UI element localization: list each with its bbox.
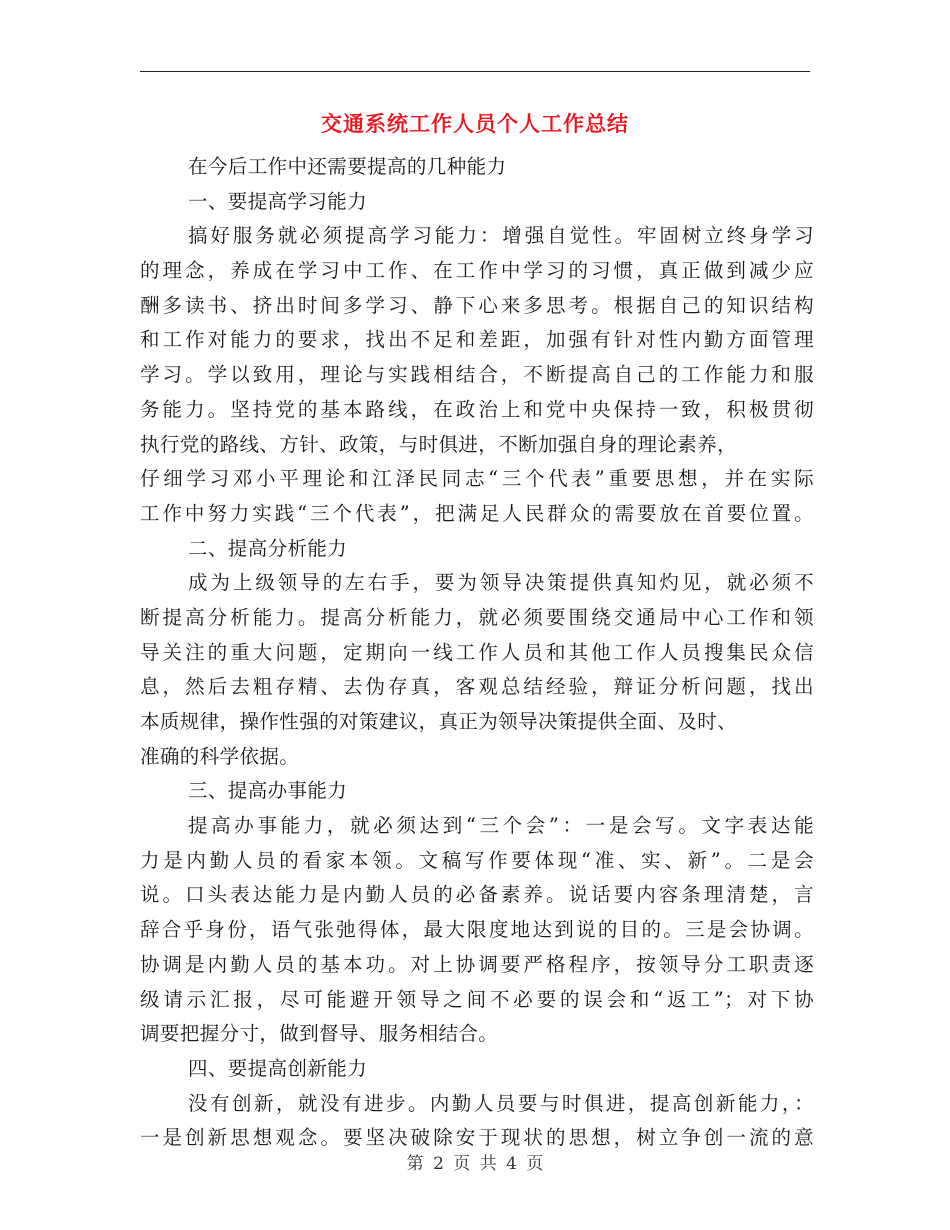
header-rule xyxy=(140,71,810,72)
document-body xyxy=(140,150,814,1156)
text-line: 调要把握分寸，做到督导、服务相结合。 xyxy=(140,1022,499,1046)
text-line: 提高办事能力，就必须达到“三个会”：一是会写。文字表达能 xyxy=(188,814,814,838)
text-line: 息，然后去粗存精、去伪存真，客观总结经验，辩证分析问题，找出 xyxy=(140,675,814,699)
text-line: 准确的科学依据。 xyxy=(140,744,300,768)
page-footer: 第 2 页 共 4 页 xyxy=(406,1154,544,1174)
text-line: 断提高分析能力。提高分析能力，就必须要围绕交通局中心工作和领 xyxy=(140,605,814,629)
text-line: 一是创新思想观念。要坚决破除安于现状的思想，树立争创一流的意 xyxy=(140,1126,814,1150)
text-line: 搞好服务就必须提高学习能力：增强自觉性。牢固树立终身学习 xyxy=(188,224,814,248)
text-line: 辞合乎身份，语气张弛得体，最大限度地达到说的目的。三是会协调。 xyxy=(140,918,814,942)
text-line: 执行党的路线、方针、政策，与时俱进，不断加强自身的理论素养， xyxy=(140,432,738,456)
text-line: 工作中努力实践“三个代表”，把满足人民群众的需要放在首要位置。 xyxy=(140,501,814,525)
text-line: 的理念，养成在学习中工作、在工作中学习的习惯，真正做到减少应 xyxy=(140,259,814,283)
text-line: 导关注的重大问题，定期向一线工作人员和其他工作人员搜集民众信 xyxy=(140,640,814,664)
text-line: 在今后工作中还需要提高的几种能力 xyxy=(188,155,507,178)
text-line: 级请示汇报，尽可能避开领导之间不必要的误会和“返工”；对下协 xyxy=(140,987,814,1011)
text-line: 协调是内勤人员的基本功。对上协调要严格程序，按领导分工职责逐 xyxy=(140,952,814,976)
text-line: 务能力。坚持党的基本路线，在政治上和党中央保持一致，积极贯彻 xyxy=(140,397,814,421)
text-line: 和工作对能力的要求，找出不足和差距，加强有针对性内勤方面管理 xyxy=(140,328,814,352)
section-heading: 四、要提高创新能力 xyxy=(188,1056,368,1080)
text-line: 没有创新，就没有进步。内勤人员要与时俱进，提高创新能力，： xyxy=(188,1091,814,1115)
text-line: 本质规律，操作性强的对策建议，真正为领导决策提供全面、及时、 xyxy=(140,710,738,733)
text-line: 学习。学以致用，理论与实践相结合，不断提高自己的工作能力和服 xyxy=(140,363,814,387)
section-heading: 二、提高分析能力 xyxy=(188,536,348,560)
text-line: 成为上级领导的左右手，要为领导决策提供真知灼见，就必须不 xyxy=(188,571,814,595)
section-heading: 一、要提高学习能力 xyxy=(188,189,368,213)
text-line: 酬多读书、挤出时间多学习、静下心来多思考。根据自己的知识结构 xyxy=(140,293,814,317)
text-line: 仔细学习邓小平理论和江泽民同志“三个代表”重要思想，并在实际 xyxy=(140,467,814,491)
text-line: 说。口头表达能力是内勤人员的必备素养。说话要内容条理清楚，言 xyxy=(140,883,814,907)
document-title: 交通系统工作人员个人工作总结 xyxy=(321,111,629,136)
text-line: 力是内勤人员的看家本领。文稿写作要体现“准、实、新”。二是会 xyxy=(140,848,814,872)
section-heading: 三、提高办事能力 xyxy=(188,779,348,803)
